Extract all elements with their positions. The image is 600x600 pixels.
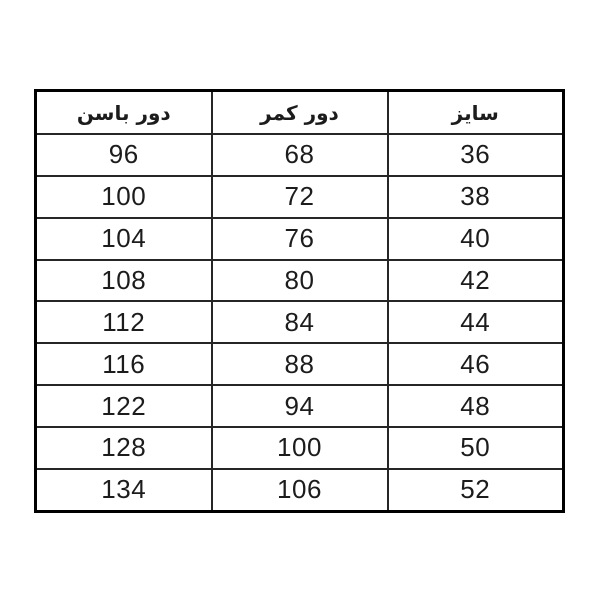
hip-cell: 116 bbox=[36, 343, 212, 385]
size-cell: 52 bbox=[388, 469, 564, 512]
column-header-hip: دور باسن bbox=[36, 91, 212, 135]
waist-cell: 68 bbox=[212, 134, 388, 176]
table-head bbox=[36, 91, 564, 135]
waist-cell: 94 bbox=[212, 385, 388, 427]
waist-cell: 72 bbox=[212, 176, 388, 218]
hip-cell: 134 bbox=[36, 469, 212, 512]
waist-cell: 80 bbox=[212, 260, 388, 302]
waist-cell: 84 bbox=[212, 301, 388, 343]
table-header-row bbox=[36, 91, 564, 135]
size-cell: 44 bbox=[388, 301, 564, 343]
size-chart-container bbox=[34, 89, 565, 513]
column-header-waist: دور کمر bbox=[212, 91, 388, 135]
waist-cell: 106 bbox=[212, 469, 388, 512]
size-chart-table bbox=[34, 89, 565, 513]
hip-cell: 112 bbox=[36, 301, 212, 343]
table-row bbox=[36, 176, 564, 218]
size-cell: 40 bbox=[388, 218, 564, 260]
size-cell: 50 bbox=[388, 427, 564, 469]
waist-cell: 76 bbox=[212, 218, 388, 260]
hip-cell: 96 bbox=[36, 134, 212, 176]
waist-cell: 88 bbox=[212, 343, 388, 385]
waist-cell: 100 bbox=[212, 427, 388, 469]
table-row bbox=[36, 385, 564, 427]
hip-cell: 108 bbox=[36, 260, 212, 302]
column-header-size: سایز bbox=[388, 91, 564, 135]
table-body bbox=[36, 134, 564, 512]
hip-cell: 122 bbox=[36, 385, 212, 427]
table-row bbox=[36, 469, 564, 512]
table-row bbox=[36, 301, 564, 343]
table-row bbox=[36, 218, 564, 260]
table-row bbox=[36, 134, 564, 176]
size-cell: 48 bbox=[388, 385, 564, 427]
size-cell: 36 bbox=[388, 134, 564, 176]
table-row bbox=[36, 427, 564, 469]
hip-cell: 100 bbox=[36, 176, 212, 218]
size-cell: 46 bbox=[388, 343, 564, 385]
size-cell: 42 bbox=[388, 260, 564, 302]
table-row bbox=[36, 343, 564, 385]
hip-cell: 104 bbox=[36, 218, 212, 260]
size-cell: 38 bbox=[388, 176, 564, 218]
table-row bbox=[36, 260, 564, 302]
hip-cell: 128 bbox=[36, 427, 212, 469]
